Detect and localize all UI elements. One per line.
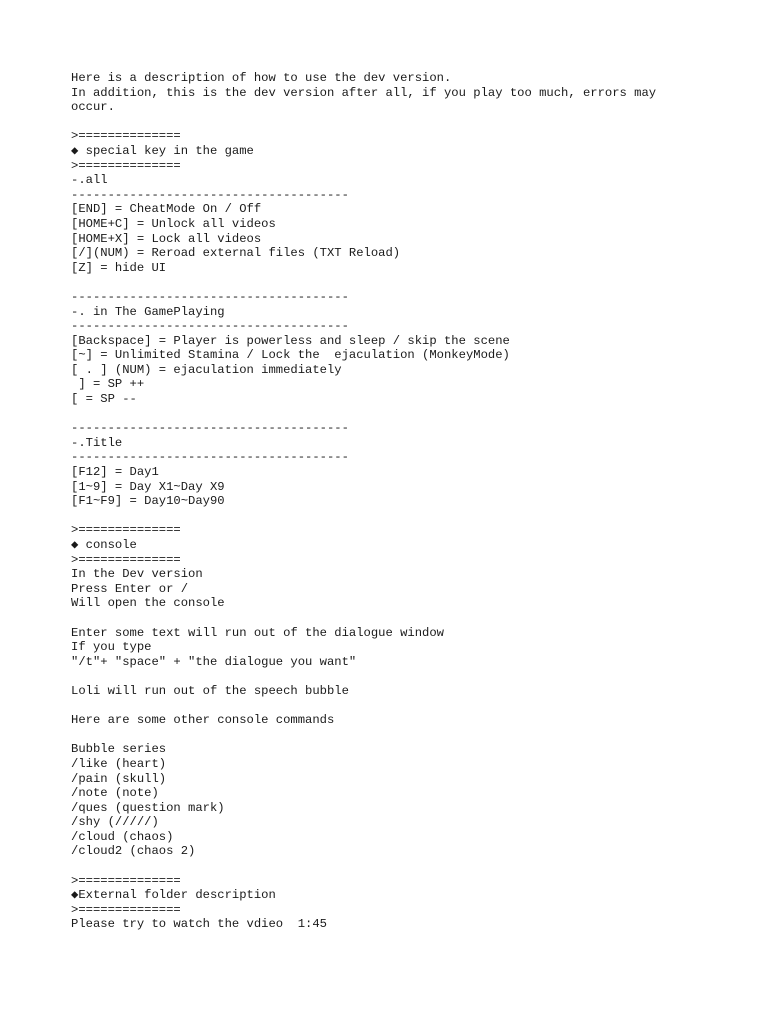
dashed-divider: -------------------------------------- <box>71 289 349 304</box>
key-binding-line: [Backspace] = Player is powerless and sleep / skip the scene <box>71 333 510 348</box>
blank-line <box>71 728 751 743</box>
blank-line <box>71 611 751 626</box>
blank-line <box>71 859 751 874</box>
text-line: Enter some text will run out of the dialogue window <box>71 625 444 640</box>
key-binding-line: [HOME+X] = Lock all videos <box>71 231 262 246</box>
console-command-line: /ques (question mark) <box>71 800 225 815</box>
section-divider: >============== <box>71 552 181 567</box>
section-divider: >============== <box>71 523 181 538</box>
text-line: Loli will run out of the speech bubble <box>71 683 349 698</box>
section-divider: >============== <box>71 129 181 144</box>
blank-line <box>71 115 751 130</box>
console-command-line: /cloud (chaos) <box>71 829 174 844</box>
text-line: In addition, this is the dev version after all, if you play too much, errors may <box>71 85 657 100</box>
key-binding-line: [END] = CheatMode On / Off <box>71 202 262 217</box>
section-divider: >============== <box>71 873 181 888</box>
console-command-line: /note (note) <box>71 786 159 801</box>
key-binding-line: [Z] = hide UI <box>71 260 167 275</box>
section-divider: >============== <box>71 902 181 917</box>
blank-line <box>71 407 751 422</box>
text-line: occur. <box>71 100 115 115</box>
key-binding-line: [F1~F9] = Day10~Day90 <box>71 494 225 509</box>
text-line: Here is a description of how to use the dev version. <box>71 71 452 85</box>
text-line: Bubble series <box>71 742 167 757</box>
text-line: Will open the console <box>71 596 225 611</box>
text-line: Press Enter or / <box>71 581 189 596</box>
section-heading: ◆ console <box>71 538 137 552</box>
dashed-divider: -------------------------------------- <box>71 187 349 202</box>
blank-line <box>71 669 751 684</box>
subsection-heading: -.all <box>71 173 108 188</box>
dashed-divider: -------------------------------------- <box>71 319 349 334</box>
console-command-line: /like (heart) <box>71 756 167 771</box>
key-binding-line: ] = SP ++ <box>71 377 145 392</box>
key-binding-line: [ . ] (NUM) = ejaculation immediately <box>71 362 342 377</box>
key-binding-line: [~] = Unlimited Stamina / Lock the ejaculation (MonkeyMode) <box>71 348 510 363</box>
key-binding-line: [/](NUM) = Reroad external files (TXT Reload) <box>71 246 401 261</box>
text-line: Please try to watch the vdieo 1:45 <box>71 917 327 932</box>
section-heading: ◆ special key in the game <box>71 143 254 158</box>
blank-line <box>71 509 751 524</box>
subsection-heading: -.Title <box>71 435 123 450</box>
key-binding-line: [ = SP -- <box>71 392 137 407</box>
dashed-divider: -------------------------------------- <box>71 421 349 436</box>
section-divider: >============== <box>71 158 181 173</box>
dashed-divider: -------------------------------------- <box>71 450 349 465</box>
console-command-line: /cloud2 (chaos 2) <box>71 844 196 859</box>
section-heading: ◆External folder description <box>71 888 276 903</box>
key-binding-line: [1~9] = Day X1~Day X9 <box>71 479 225 494</box>
key-binding-line: [F12] = Day1 <box>71 465 159 480</box>
console-command-line: /shy (/////) <box>71 815 159 830</box>
text-line: Here are some other console commands <box>71 713 335 728</box>
console-command-line: /pain (skull) <box>71 771 167 786</box>
document-page <box>71 71 751 932</box>
text-line: In the Dev version <box>71 567 203 582</box>
blank-line <box>71 699 751 714</box>
blank-line <box>71 275 751 290</box>
text-line: If you type <box>71 640 152 655</box>
key-binding-line: [HOME+C] = Unlock all videos <box>71 216 276 231</box>
text-line: "/t"+ "space" + "the dialogue you want" <box>71 654 357 669</box>
subsection-heading: -. in The GamePlaying <box>71 304 225 319</box>
